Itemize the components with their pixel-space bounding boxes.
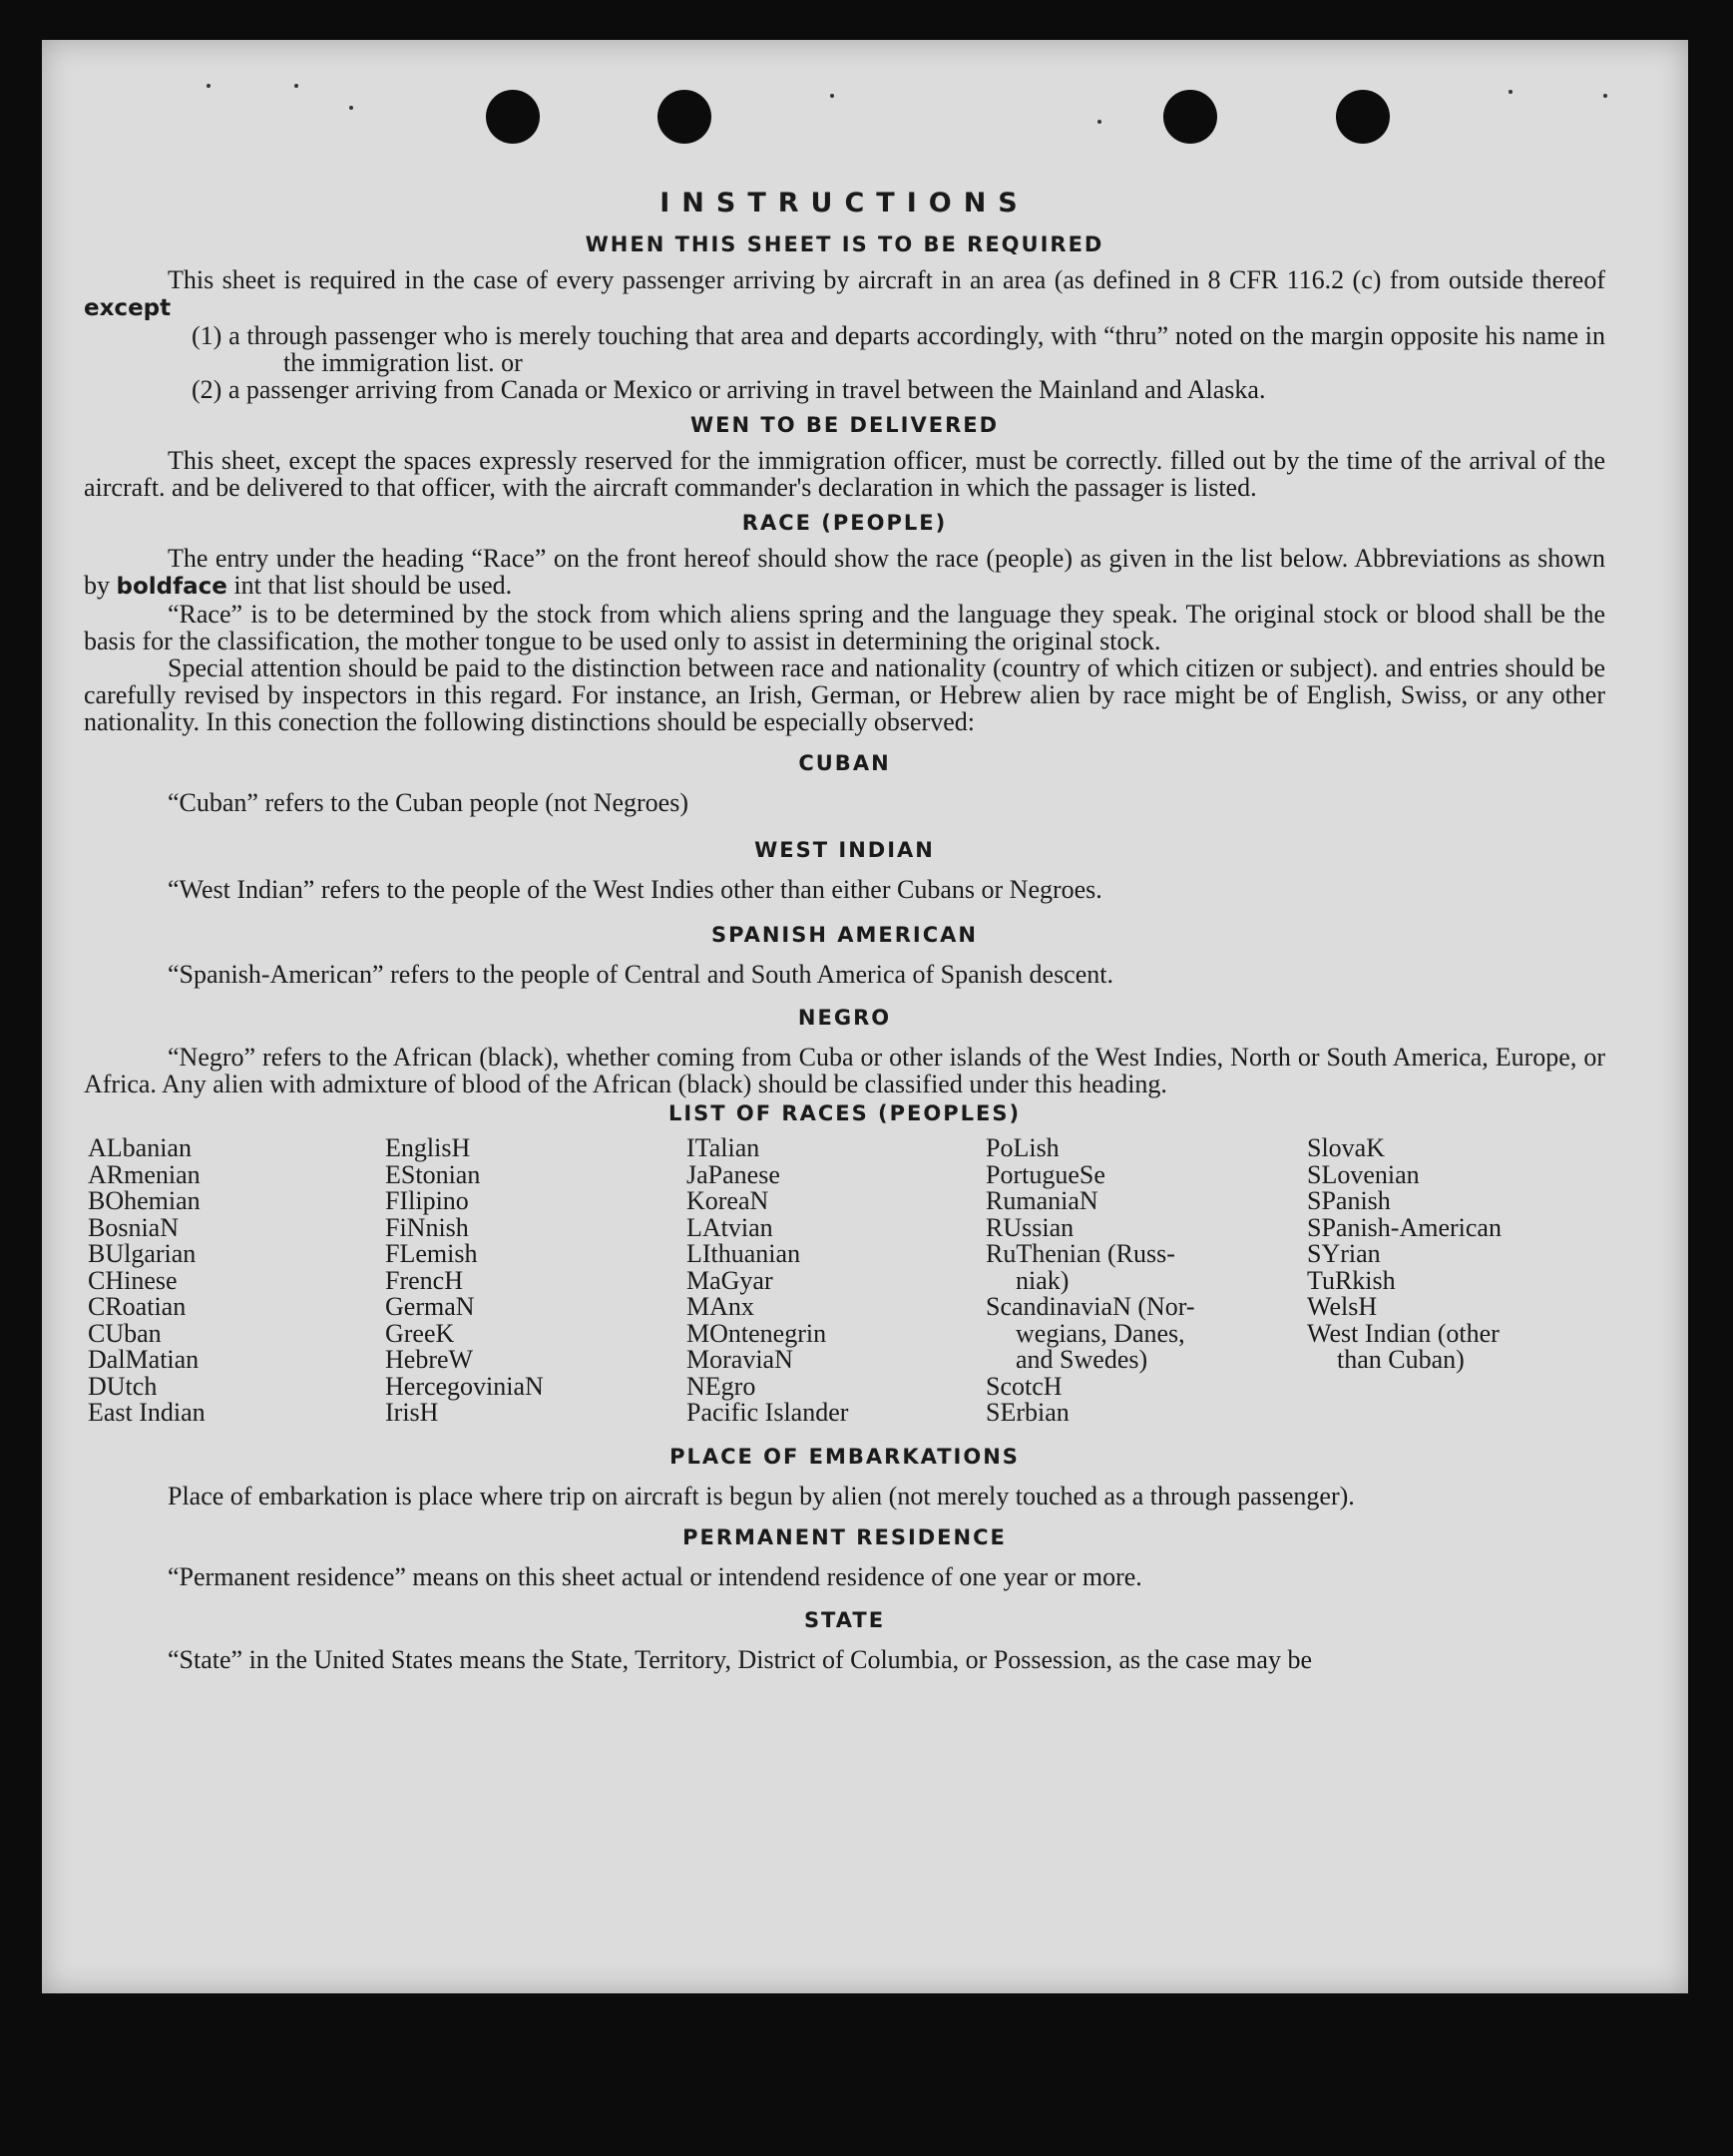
- race-item: LIthuanian: [686, 1239, 801, 1268]
- embarkation-paragraph: Place of embarkation is place where trip on aircraft is begun by alien (not merely touched as a through passenger).: [168, 1482, 1355, 1510]
- race-item: CUban: [88, 1318, 162, 1348]
- race-item: NEgro: [686, 1371, 756, 1401]
- race-text-1a: The entry under the heading “Race” on the front hereof should show the race (people) as given in the list below. Abbreviations as shown by: [84, 544, 1605, 600]
- punch-hole-1: [486, 90, 540, 144]
- race-item: RuThenian (Russ-: [986, 1239, 1175, 1268]
- negro-paragraph: “Negro” refers to the African (black), whether coming from Cuba or other islands of the West Indies, North or South America, Europe, or Africa. Any alien with admixture of blood of the African (black) should be classified under this heading.: [84, 1043, 1605, 1098]
- race-item: RumaniaN: [986, 1186, 1098, 1215]
- document-sheet: [42, 40, 1688, 1993]
- race-item: CRoatian: [88, 1292, 187, 1321]
- race-item: FiNnish: [385, 1212, 469, 1242]
- race-item: ScandinaviaN (Nor-: [986, 1292, 1195, 1321]
- speck: [207, 84, 211, 88]
- race-item: ITalian: [686, 1133, 760, 1162]
- heading-required: WHEN THIS SHEET IS TO BE REQUIRED: [585, 232, 1104, 256]
- except-bold: except: [84, 295, 172, 321]
- race-item: FIlipino: [385, 1186, 469, 1215]
- heading-state: STATE: [803, 1608, 886, 1632]
- speck: [1509, 90, 1513, 94]
- race-item: East Indian: [88, 1398, 206, 1427]
- race-item: PortugueSe: [986, 1159, 1105, 1189]
- race-item: SErbian: [986, 1398, 1070, 1427]
- race-item-continuation: and Swedes): [1016, 1345, 1148, 1374]
- race-item: MoraviaN: [686, 1345, 793, 1374]
- race-item: KoreaN: [686, 1186, 769, 1215]
- delivered-paragraph: This sheet, except the spaces expressly reserved for the immigration officer, must be correctly. filled out by the time of the arrival of the aircraft. and be delivered to that officer, with the aircraft commander's declaration in which the passager is listed.: [84, 446, 1605, 502]
- race-item: BUlgarian: [88, 1239, 197, 1268]
- race-item: MOntenegrin: [686, 1318, 827, 1348]
- races-column-3: [686, 1135, 848, 1427]
- race-item: West Indian (other: [1307, 1318, 1500, 1348]
- race-item: DalMatian: [88, 1345, 200, 1374]
- heading-permanent-residence: PERMANENT RESIDENCE: [682, 1525, 1007, 1549]
- race-item: FrencH: [385, 1265, 463, 1295]
- race-item: SlovaK: [1307, 1133, 1385, 1162]
- instructions-content: [84, 188, 1605, 1673]
- race-item: Pacific Islander: [686, 1398, 849, 1427]
- west-indian-paragraph: “West Indian” refers to the people of the West Indies other than either Cubans or Negroes.: [168, 875, 1102, 904]
- race-paragraph-1: [84, 545, 1605, 601]
- race-paragraph-2: “Race” is to be determined by the stock from which aliens spring and the language they speak. The original stock or blood shall be the basis for the classification, the mother tongue to be used only to assist in determining the original stock.: [84, 600, 1605, 655]
- race-item: FLemish: [385, 1239, 478, 1268]
- speck: [1097, 120, 1101, 124]
- punch-hole-3: [1163, 90, 1217, 144]
- race-item: SPanish: [1307, 1186, 1391, 1215]
- race-paragraph-3: Special attention should be paid to the distinction between race and nationality (country of which citizen or subject). and entries should be carefully revised by inspectors in this regard. For instance, an Irish, German, or Hebrew alien by race might be of English, Swiss, or any other nationality. In this conection the following distinctions should be especially observed:: [84, 653, 1605, 736]
- race-item: HebreW: [385, 1345, 474, 1374]
- races-column-5: [1307, 1135, 1502, 1374]
- heading-list-of-races: LIST OF RACES (PEOPLES): [667, 1101, 1022, 1125]
- speck: [349, 106, 353, 110]
- race-item: BosniaN: [88, 1212, 179, 1242]
- required-item-1: (1) a through passenger who is merely touching that area and departs accordingly, with “thru” noted on the margin opposite his name in the immigration list. or: [192, 321, 1605, 377]
- state-paragraph: “State” in the United States means the State, Territory, District of Columbia, or Possession, as the case may be: [168, 1645, 1312, 1674]
- race-item: TuRkish: [1307, 1265, 1396, 1295]
- cuban-paragraph: “Cuban” refers to the Cuban people (not Negroes): [168, 788, 688, 817]
- race-item: RUssian: [986, 1212, 1075, 1242]
- heading-cuban: CUBAN: [798, 751, 891, 775]
- punch-hole-2: [657, 90, 711, 144]
- required-paragraph: [84, 266, 1605, 322]
- spanish-american-paragraph: “Spanish-American” refers to the people of Central and South America of Spanish descent.: [168, 960, 1113, 989]
- punch-hole-4: [1336, 90, 1390, 144]
- races-list: [84, 1135, 1605, 1435]
- heading-negro: NEGRO: [797, 1006, 892, 1030]
- race-item: DUtch: [88, 1371, 158, 1401]
- race-item: CHinese: [88, 1265, 178, 1295]
- race-item-continuation: niak): [1016, 1265, 1070, 1295]
- speck: [830, 94, 834, 98]
- race-item: WelsH: [1307, 1292, 1378, 1321]
- race-item: SPanish-American: [1307, 1212, 1502, 1242]
- race-item: LAtvian: [686, 1212, 773, 1242]
- heading-race: RACE (PEOPLE): [741, 511, 948, 535]
- race-item: MAnx: [686, 1292, 754, 1321]
- race-item: MaGyar: [686, 1265, 773, 1295]
- race-item-continuation: wegians, Danes,: [1016, 1318, 1185, 1348]
- races-column-1: [88, 1135, 206, 1427]
- race-item: PoLish: [986, 1133, 1060, 1162]
- race-item: JaPanese: [686, 1159, 780, 1189]
- race-item: EStonian: [385, 1159, 481, 1189]
- race-item: GermaN: [385, 1292, 475, 1321]
- race-item: ALbanian: [88, 1133, 192, 1162]
- race-item: SLovenian: [1307, 1159, 1420, 1189]
- race-item: GreeK: [385, 1318, 455, 1348]
- race-item: IrisH: [385, 1398, 439, 1427]
- speck: [1603, 94, 1607, 98]
- page-title: INSTRUCTIONS: [659, 188, 1030, 218]
- race-text-1b: int that list should be used.: [233, 571, 513, 600]
- race-item: BOhemian: [88, 1186, 201, 1215]
- heading-spanish-american: SPANISH AMERICAN: [711, 923, 978, 947]
- race-item-continuation: than Cuban): [1337, 1345, 1465, 1374]
- heading-delivered: WEN TO BE DELIVERED: [689, 413, 1000, 437]
- heading-embarkation: PLACE OF EMBARKATIONS: [669, 1445, 1020, 1469]
- boldface-word: boldface: [116, 574, 227, 600]
- races-column-4: [986, 1135, 1195, 1427]
- race-item: HercegoviniaN: [385, 1371, 544, 1401]
- heading-west-indian: WEST INDIAN: [754, 838, 935, 862]
- race-item: ScotcH: [986, 1371, 1063, 1401]
- speck: [294, 84, 298, 88]
- required-item-2: (2) a passenger arriving from Canada or Mexico or arriving in travel between the Mainland and Alaska.: [192, 375, 1266, 404]
- race-item: ARmenian: [88, 1159, 201, 1189]
- race-item: SYrian: [1307, 1239, 1381, 1268]
- permanent-residence-paragraph: “Permanent residence” means on this sheet actual or intendend residence of one year or more.: [168, 1562, 1142, 1591]
- required-text: This sheet is required in the case of every passenger arriving by aircraft in an area (as defined in 8 CFR 116.2 (c) from outside thereof: [168, 265, 1605, 294]
- race-item: EnglisH: [385, 1133, 471, 1162]
- races-column-2: [385, 1135, 544, 1427]
